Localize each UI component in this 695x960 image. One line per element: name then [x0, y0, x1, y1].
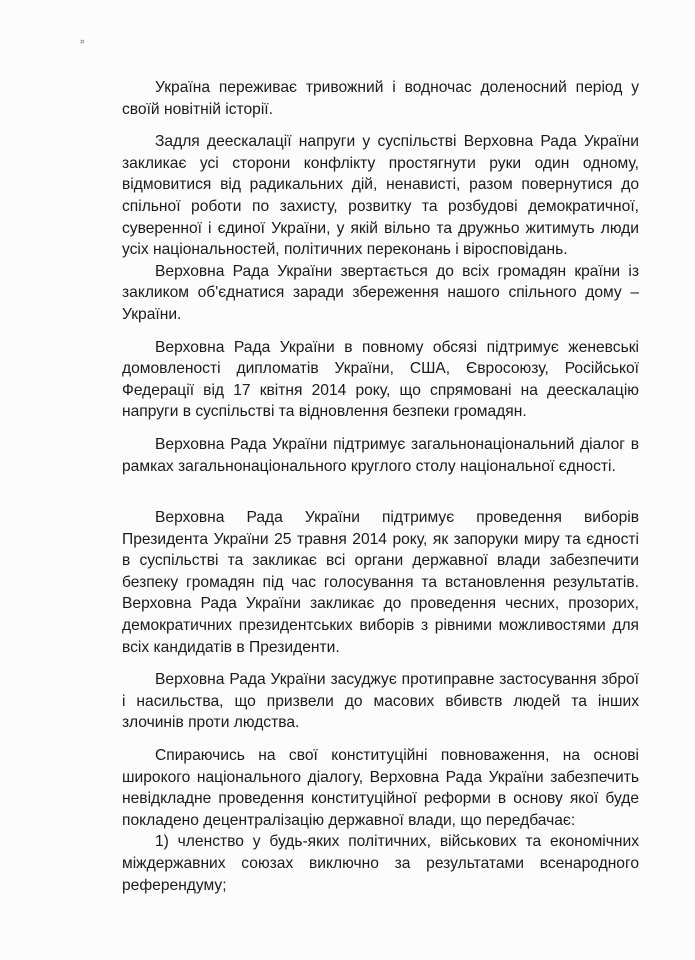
paragraph-geneva-agreements: Верховна Рада України в повному обсязі підтримує женевські домовленості дипломатів України, США, Євросоюзу, Російської Федерації від 17 квітня 2014 року, що спрямовані на деескалацію напруги в суспільстві та відновлення безпеки громадян.: [122, 338, 639, 421]
paragraph-national-dialogue: Верховна Рада України підтримує загальнонаціональний діалог в рамках загальнонаціонального круглого столу національної єдності.: [122, 435, 639, 475]
paragraph-presidential-elections: Верховна Рада України підтримує проведення виборів Президента України 25 травня 2014 року, як запоруки миру та єдності в суспільстві та закликає всі органи державної влади забезпечити безпеку громадян під час голосування та встановлення результатів. Верховна Рада України закликає до проведення чесних, прозорих, демократичних президентських виборів з рівними можливостями для всіх кандидатів в Президенти.: [122, 509, 639, 656]
list-item-referendum: 1) членство у будь-яких політичних, військових та економічних міждержавних союзах виключно за результатами всенародного референдуму;: [122, 833, 639, 894]
paragraph-appeal-citizens: Верховна Рада України звертається до всіх громадян країни із закликом об'єднатися заради збереження нашого спільного дому – України.: [122, 262, 639, 323]
paragraph-deescalation: Задля деескалації напруги у суспільстві Верховна Рада України закликає усі сторони конфлікту простягнути руки один одному, відмовитися від радикальних дій, ненависті, разом повернутися до спільної роботи по захисту, розвитку та розбудові демократичної, суверенної і єдиної України, у якій вільно та дружньо житимуть люди усіх національностей, політичних переконань і віросповідань.: [122, 133, 639, 259]
paragraph-intro: Україна переживає тривожний і водночас доленосний період у своїй новітній історії.: [122, 79, 639, 118]
scan-speck-mark: ¤: [80, 38, 85, 46]
paragraph-condemnation: Верховна Рада України засуджує протиправне застосування зброї і насильства, що призвели до масових вбивств людей та інших злочинів проти людства.: [122, 671, 639, 732]
document-body: [122, 77, 639, 896]
paragraph-constitutional-reform: Спираючись на свої конституційні повноваження, на основі широкого національного діалогу, Верховна Рада України забезпечить невідкладне проведення конституційної реформи в основу якої буде покладено децентралізацію державної влади, що передбачає:: [122, 747, 639, 829]
